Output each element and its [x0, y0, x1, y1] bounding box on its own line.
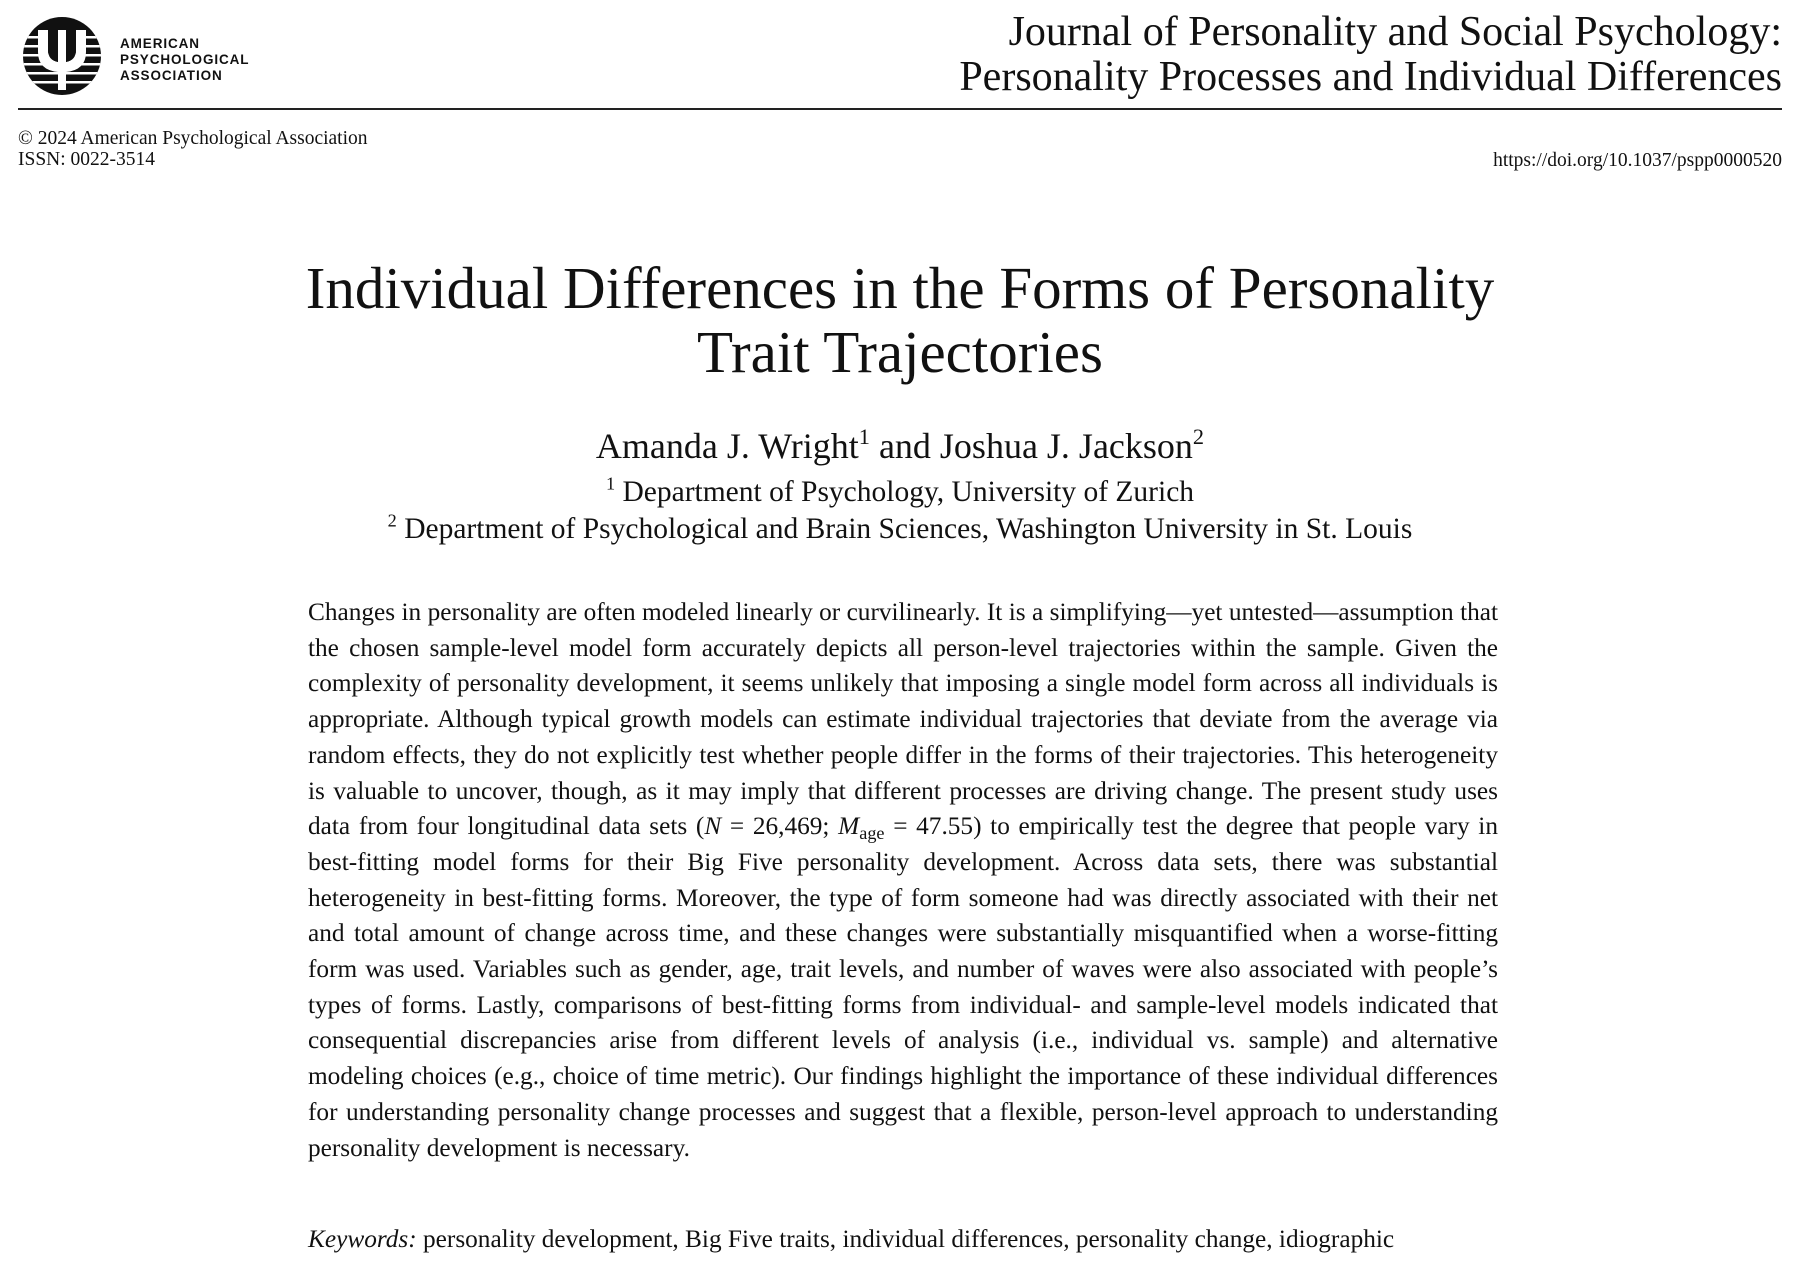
logo-line: AMERICAN: [120, 36, 200, 51]
apa-logo: [18, 16, 258, 96]
affiliation-mark: 2: [387, 510, 397, 531]
author-conjunction: and: [878, 426, 931, 466]
journal-name-line2: Personality Processes and Individual Differences: [959, 54, 1782, 100]
article-title: [0, 256, 1800, 384]
title-line: Individual Differences in the Forms of Personality: [305, 255, 1495, 321]
abstract-text: ) to empirically test the degree that people vary in best-fitting model forms for their Big Five personality development. Across data sets, there was substantial heterogeneity in best-fitting forms. Moreover, the type of form someone had was directly associated with their net and total amount of change across time, and these changes were substantially misquantified when a worse-fitting form was used. Variables such as gender, age, trait levels, and number of waves were also associated with people’s types of forms. Lastly, comparisons of best-fitting forms from individual- and sample-level models indicated that consequential discrepancies arise from different levels of analysis (i.e., individual vs. sample) and alternative modeling choices (e.g., choice of time metric). Our findings highlight the importance of these individual differences for understanding personality change processes and suggest that a flexible, person-level approach to understanding personality development is necessary.: [308, 812, 1498, 1162]
keywords: [308, 1222, 1498, 1258]
stat-subscript: age: [859, 823, 885, 844]
stat-value: = 26,469;: [721, 812, 839, 841]
affiliation-mark: 2: [1192, 424, 1205, 450]
issn: ISSN: 0022-3514: [18, 149, 156, 170]
affiliation-text: Department of Psychology, University of Zurich: [622, 476, 1195, 508]
stat-symbol-n: N: [704, 812, 722, 841]
affiliation-text: Department of Psychological and Brain Sciences, Washington University in St. Louis: [404, 513, 1413, 545]
doi-link[interactable]: https://doi.org/10.1037/pspp0000520: [1493, 150, 1782, 171]
logo-line: ASSOCIATION: [120, 68, 223, 83]
apa-psi-logo-icon: [18, 16, 106, 96]
author-name: Amanda J. Wright: [595, 426, 859, 466]
affiliation: [0, 474, 1800, 510]
abstract: [308, 595, 1498, 1166]
author-name: Joshua J. Jackson: [939, 426, 1193, 466]
publication-meta: [18, 128, 368, 170]
logo-line: PSYCHOLOGICAL: [120, 52, 250, 67]
header-rule: [18, 108, 1782, 110]
copyright: © 2024 American Psychological Association: [18, 128, 368, 149]
journal-name-line1: Journal of Personality and Social Psychology:: [1008, 9, 1782, 55]
affiliation-mark: 1: [858, 424, 870, 450]
stat-value: = 47.55: [884, 812, 974, 841]
abstract-text: Changes in personality are often modeled linearly or curvilinearly. It is a simplifying—yet untested—assumption that the chosen sample-level model form accurately depicts all person-level trajectories within the sample. Given the complexity of personality development, it seems unlikely that imposing a single model form across all individuals is appropriate. Although typical growth models can estimate individual trajectories that deviate from the average via random effects, they do not explicitly test whether people differ in the forms of their trajectories. This heterogeneity is valuable to uncover, though, as it may imply that different processes are driving change. The present study uses data from four longitudinal data sets (: [308, 598, 1498, 841]
keywords-label: Keywords:: [308, 1225, 417, 1253]
journal-name: [959, 10, 1782, 100]
author-list: [0, 424, 1800, 468]
title-line: Trait Trajectories: [697, 319, 1103, 385]
keywords-list: personality development, Big Five traits, individual differences, personality change, idiographic: [423, 1225, 1395, 1253]
affiliation-mark: 1: [605, 473, 616, 494]
stat-symbol-m: M: [838, 812, 860, 841]
affiliation: [0, 511, 1800, 547]
apa-logo-text: [120, 36, 249, 84]
